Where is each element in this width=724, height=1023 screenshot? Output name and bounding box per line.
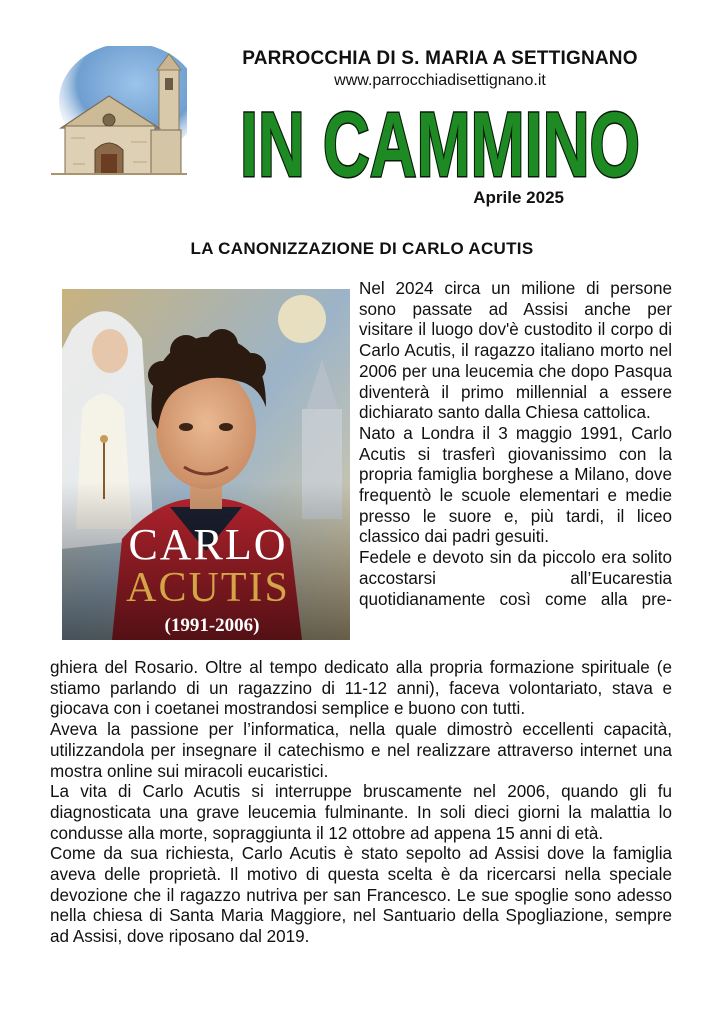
paragraph-5: La vita di Carlo Acutis si interruppe bruscamente nel 2006, quando gli fu diagnosticata una grave leucemia fulminante. In soli dieci giorni la malattia lo condusse alla morte, sopraggiunta il 12 ottobre ad appena 15 anni di età. <box>50 782 672 843</box>
parish-website-link[interactable]: www.parrocchiadisettignano.it <box>334 72 546 89</box>
masthead-text: IN CAMMINO <box>240 94 640 190</box>
paragraph-3-start: Fedele e devoto sin da piccolo era solito accostarsi all’Eucarestia quotidianamente così come alla pre- <box>359 548 672 609</box>
issue-date: Aprile 2025 <box>473 188 564 207</box>
paragraph-6: Come da sua richiesta, Carlo Acutis è stato sepolto ad Assisi dove la famiglia aveva delle proprietà. Il motivo di questa scelta è da ricercarsi nella speciale devozione che il ragazzo nutriva per san Francesco. Le sue spoglie sono adesso nella chiesa di Santa Maria Maggiore, nel Santuario della Spogliazione, sempre ad Assisi, dove riposano dal 2019. <box>50 844 672 947</box>
article-headline: LA CANONIZZAZIONE DI CARLO ACUTIS <box>190 239 534 258</box>
portrait-photo <box>62 289 350 640</box>
masthead-title <box>150 80 724 190</box>
article-column-full <box>50 658 672 948</box>
paragraph-4: Aveva la passione per l’informatica, nella quale dimostrò eccellenti capacità, utilizzandola per insegnare il catechismo e nel realizzare attraverso internet una mostra online sui miracoli eucaristici. <box>50 720 672 781</box>
paragraph-1: Nel 2024 circa un milione di persone sono passate ad Assisi anche per visitare il luogo dov'è custodito il corpo di Carlo Acutis, il ragazzo italiano morto nel 2006 per una leucemia che dopo Pasqua diventerà il primo millennial a essere dichiarato santo dalla Chiesa cattolica. <box>359 279 672 423</box>
photo-caption-years: (1991-2006) <box>164 615 260 636</box>
article-column-right <box>359 279 672 610</box>
photo-caption-first: CARLO <box>128 520 288 569</box>
paragraph-2: Nato a Londra il 3 maggio 1991, Carlo Acutis si trasferì giovanissimo con la propria famiglia borghese a Milano, dove frequentò le scuole elementari e medie presso le suore e, più tardi, il liceo classico dai padri gesuiti. <box>359 423 672 547</box>
paragraph-3-continued: ghiera del Rosario. Oltre al tempo dedicato alla propria formazione spirituale (e stiamo parlando di un ragazzino di 11-12 anni), faceva volontariato, stava e giocava con i coetanei mostrandosi semplice e buono con tutti. <box>50 658 672 719</box>
photo-caption-last: ACUTIS <box>126 565 290 611</box>
parish-name: PARROCCHIA DI S. MARIA A SETTIGNANO <box>242 48 638 69</box>
